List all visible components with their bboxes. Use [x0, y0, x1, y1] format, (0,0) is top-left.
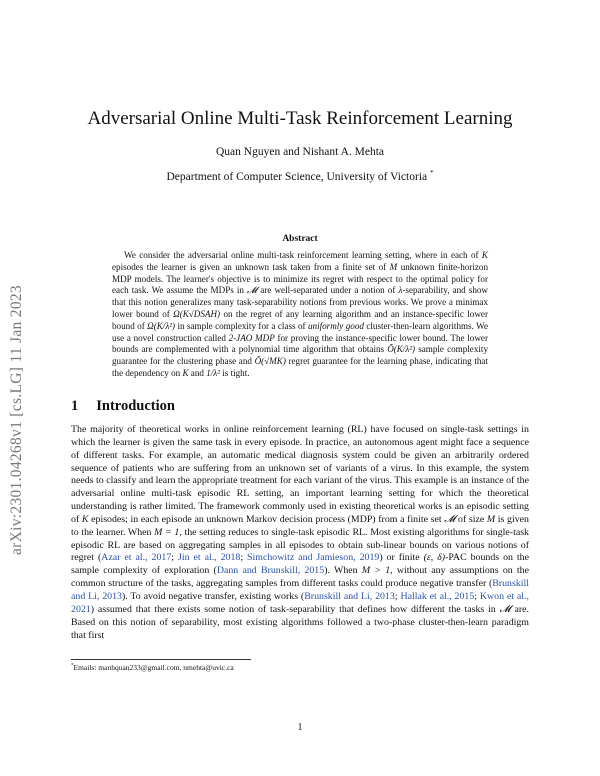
abstract-text: episodes the learner is given an unknown task taken from a finite set of	[112, 261, 390, 272]
citation-link[interactable]: Kwon et al., 2021	[71, 590, 529, 615]
math-inline: (ε, δ)	[423, 552, 446, 564]
paper-title: Adversarial Online Multi-Task Reinforcement Learning	[87, 108, 513, 129]
math-inline: M	[486, 513, 496, 525]
math-inline: K	[182, 367, 189, 378]
abstract-text: for proving the instance-specific lower bound. The lower bounds are complemented with a polynomial time algorithm that obtains	[112, 332, 488, 355]
affiliation-text: Department of Computer Science, University of Victoria	[166, 170, 428, 183]
body-text: is given to the learner. When	[71, 513, 529, 538]
page-number: 1	[297, 722, 303, 733]
body-text: ;	[171, 552, 178, 564]
abstract-heading: Abstract	[282, 234, 318, 244]
math-inline: 𝓜	[444, 513, 456, 525]
affiliation-footnote-mark: *	[430, 169, 434, 177]
body-text: , without any assumptions on the common structure of the tasks, aggregating samples from different tasks could produce negative transfer (	[71, 565, 529, 590]
citation-link[interactable]: Jin et al., 2018	[178, 552, 241, 564]
abstract-text: We consider the adversarial online multi-task reinforcement learning setting, where in each of	[124, 250, 482, 260]
abstract-text: regret guarantee for the learning phase, indicating that the dependency on	[112, 356, 488, 378]
abstract-text: is tight.	[219, 367, 250, 378]
body-text: ). When	[324, 565, 362, 577]
abstract-text: and	[188, 367, 207, 378]
math-inline: Õ(√MK)	[254, 356, 286, 367]
abstract-text: unknown finite-horizon MDP models. The learner's objective is to minimize its regret with respect to the optimal policy for each task. We assume the MDPs in	[112, 261, 488, 296]
body-text: of size	[455, 513, 487, 525]
math-inline: K	[81, 513, 89, 525]
affiliation	[0, 169, 600, 183]
citation-link[interactable]: Hallak et al., 2015	[400, 590, 475, 602]
body-text: ;	[240, 552, 248, 564]
math-inline: 1/λ²	[206, 367, 220, 378]
abstract-body	[112, 250, 488, 380]
math-inline: Ω(K/λ²)	[147, 320, 176, 331]
abstract-text: in sample complexity for a class of	[175, 320, 308, 331]
footnote	[71, 663, 234, 672]
math-inline: K	[481, 250, 488, 260]
footnote-divider	[71, 659, 251, 660]
arxiv-identifier: arXiv:2301.04268v1 [cs.LG] 11 Jan 2023	[8, 285, 25, 555]
math-inline: M	[389, 261, 398, 272]
body-text: episodes; in each episode an unknown Markov decision process (MDP) from a finite set	[88, 513, 445, 525]
body-text: are. Based on this notion of separability, most existing algorithms followed a two-phase cluster-then-learn paradigm that first	[71, 603, 529, 641]
citation-link[interactable]: Azar et al., 2017	[101, 552, 172, 564]
citation-link[interactable]: Dann and Brunskill, 2015	[216, 565, 325, 577]
citation-link[interactable]: Simchowitz and Jamieson, 2019	[247, 552, 380, 564]
math-inline: 𝓜	[499, 603, 511, 615]
introduction-body	[71, 424, 529, 642]
math-inline: Ω(K√DSAH)	[173, 308, 221, 319]
body-text: ;	[474, 590, 480, 602]
citation-link[interactable]: Brunskill and Li, 2013	[304, 590, 395, 602]
body-text: ) or finite	[379, 552, 424, 564]
body-text: ;	[394, 590, 401, 602]
math-inline: M = 1	[154, 526, 180, 538]
footnote-text: Emails: manhquan233@gmail.com, nmehta@uvic.ca	[73, 663, 234, 672]
author-list: Quan Nguyen and Nishant A. Mehta	[216, 146, 384, 158]
emphasis: uniformly good	[307, 320, 364, 331]
abstract-text: cluster-then-learn algorithms. We use a novel construction called	[112, 320, 489, 343]
emphasis: 2-JAO MDP	[228, 332, 275, 343]
math-inline: 𝓜	[247, 285, 258, 296]
section-heading	[71, 398, 175, 415]
body-text: The majority of theoretical works in online reinforcement learning (RL) have focused on single-task settings in which the learner is given the same task in every episode. In practice, an autonomous agent might face a sequence of different tasks. For example, an automatic medical diagnosis system could be given an arbitrarily ordered sequence of patients who are suffering from an unknown set of variants of a virus. In this example, the system needs to classify and learn the appropriate treatment for each variant of the virus. This example is an instance of the adversarial online multi-task episodic RL setting, an important learning setting for which the theoretical understanding is rather limited. The framework commonly used in existing theoretical works is an episodic setting of	[71, 424, 529, 525]
math-inline: λ	[398, 285, 403, 296]
body-text: , the setting reduces to single-task episodic RL. Most existing algorithms for single-task episodic RL are based on aggregating samples in all episodes to obtain sub-linear bounds on various notions of regret (	[71, 526, 529, 564]
footnote-mark: *	[71, 663, 74, 669]
abstract-text: sample complexity guarantee for the clustering phase and	[112, 344, 488, 367]
body-text: -PAC bounds on the sample complexity of exploration (	[71, 552, 529, 577]
section-number: 1	[71, 398, 79, 414]
body-text: ) assumed that there exists some notion of task-separability that defines how different the tasks in	[90, 603, 500, 615]
body-text: ). To avoid negative transfer, existing works (	[121, 590, 305, 602]
math-inline: Õ(K/λ²)	[387, 344, 416, 355]
abstract-text: are well-separated under a notion of	[257, 285, 399, 296]
citation-link[interactable]: Brunskill and Li, 2013	[71, 578, 529, 602]
abstract-paragraph	[112, 250, 488, 380]
abstract-text: on the regret of any learning algorithm and an instance-specific lower bound of	[112, 308, 488, 331]
section-title: Introduction	[96, 398, 175, 414]
abstract-text: -separability, and show that this notion generalizes many task-separability notions from previous works. We prove a minimax lower bound of	[112, 285, 489, 319]
math-inline: M > 1	[361, 565, 391, 577]
body-paragraph	[71, 424, 529, 642]
